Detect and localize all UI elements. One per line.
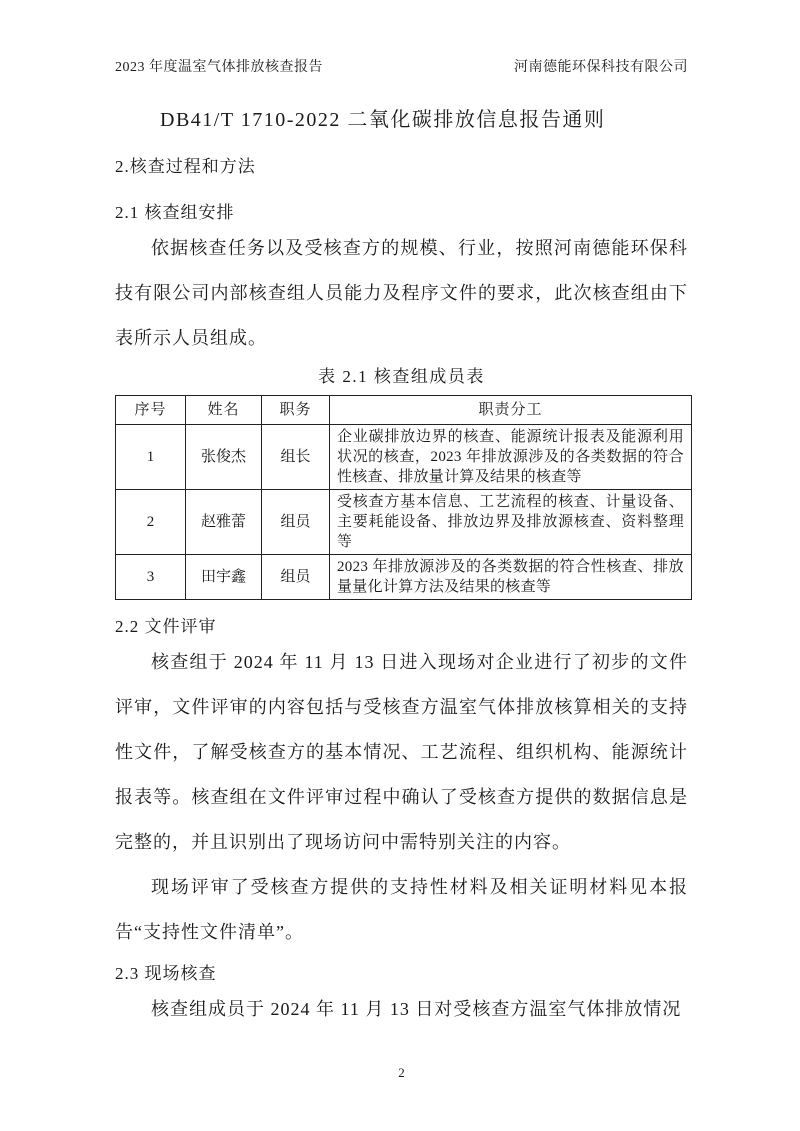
col-header-index: 序号: [116, 396, 186, 425]
cell-name: 赵雅蕾: [186, 490, 262, 555]
section-heading-2-1: 2.1 核查组安排: [115, 203, 235, 222]
col-header-name: 姓名: [186, 396, 262, 425]
header-company-name: 河南德能环保科技有限公司: [514, 60, 688, 75]
table-row: [116, 555, 692, 600]
table-caption: 表 2.1 核查组成员表: [318, 367, 485, 386]
cell-duty: 受核查方基本信息、工艺流程的核查、计量设备、主要耗能设备、排放边界及排放源核查、资料整理等: [330, 490, 692, 555]
paragraph-2-1: 依据核查任务以及受核查方的规模、行业，按照河南德能环保科技有限公司内部核查组人员能力及程序文件的要求，此次核查组由下表所示人员组成。: [115, 238, 688, 348]
section-heading-2: 2.核查过程和方法: [115, 157, 256, 176]
cell-duty: 企业碳排放边界的核查、能源统计报表及能源利用状况的核查，2023 年排放源涉及的各类数据的符合性核查、排放量计算及结果的核查等: [330, 425, 692, 490]
header-report-title: 2023 年度温室气体排放核查报告: [115, 60, 323, 75]
page-header: [115, 58, 688, 78]
table-header-row: [116, 396, 692, 425]
section-heading-2-3: 2.3 现场核查: [115, 964, 217, 983]
paragraph-2-3: 核查组成员于 2024 年 11 月 13 日对受核查方温室气体排放情况: [151, 999, 682, 1019]
cell-role: 组长: [262, 425, 330, 490]
page-number: 2: [398, 1065, 405, 1080]
section-heading-2-2: 2.2 文件评审: [115, 617, 217, 636]
cell-role: 组员: [262, 490, 330, 555]
cell-index: 1: [116, 425, 186, 490]
cell-index: 2: [116, 490, 186, 555]
cell-index: 3: [116, 555, 186, 600]
table-row: [116, 425, 692, 490]
paragraph-2-2-a: 核查组于 2024 年 11 月 13 日进入现场对企业进行了初步的文件评审，文件评审的内容包括与受核查方温室气体排放核算相关的支持性文件，了解受核查方的基本情况、工艺流程、组织机构、能源统计报表等。核查组在文件评审过程中确认了受核查方提供的数据信息是完整的，并且识别出了现场访问中需特别关注的内容。: [115, 652, 688, 852]
col-header-role: 职务: [262, 396, 330, 425]
table-row: [116, 490, 692, 555]
reference-standard-title: DB41/T 1710-2022 二氧化碳排放信息报告通则: [160, 109, 606, 131]
cell-duty: 2023 年排放源涉及的各类数据的符合性核查、排放量量化计算方法及结果的核查等: [330, 555, 692, 600]
cell-name: 田宇鑫: [186, 555, 262, 600]
cell-role: 组员: [262, 555, 330, 600]
col-header-duty: 职责分工: [330, 396, 692, 425]
verification-team-table: [115, 395, 692, 600]
cell-name: 张俊杰: [186, 425, 262, 490]
paragraph-2-2-b: 现场评审了受核查方提供的支持性材料及相关证明材料见本报告“支持性文件清单”。: [115, 877, 688, 942]
